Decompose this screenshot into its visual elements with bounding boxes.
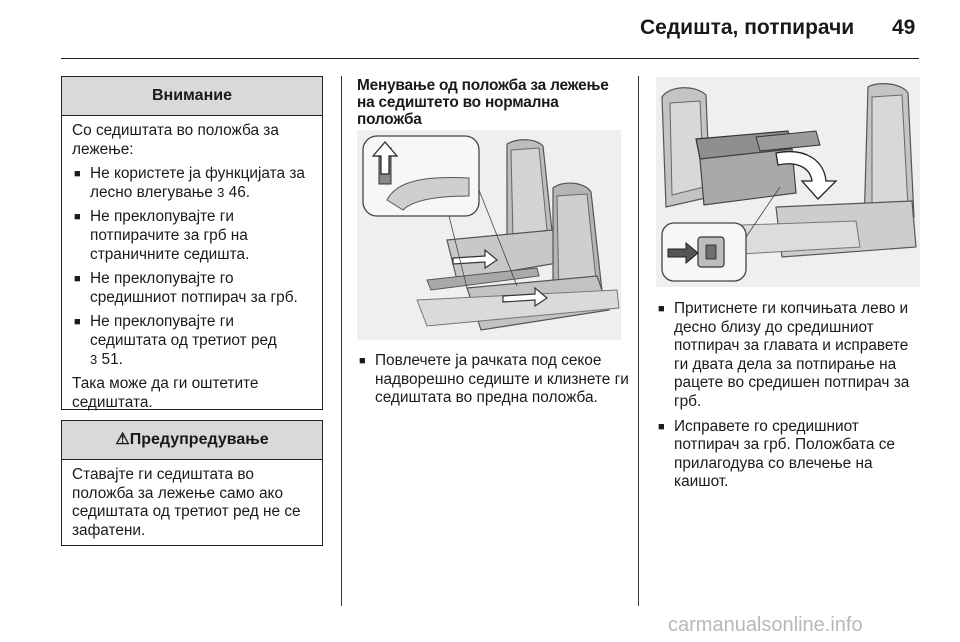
right-column-text [656, 300, 926, 498]
list-item [72, 270, 312, 307]
armrest-drawing [656, 77, 920, 287]
right-instruction-list [656, 300, 926, 492]
page-title: Седишта, потпирачи [640, 16, 855, 39]
warning-body [62, 460, 322, 552]
list-item [72, 165, 312, 202]
seat-slide-illustration [357, 130, 621, 340]
seat-slide-drawing [357, 130, 621, 340]
warning-text: Ставајте ги седиштата во положба за лежење само ако седиштата од третиот ред не се зафатени. [72, 466, 301, 539]
list-item-text: Не преклопувајте ги потпирачите за грб на страничните седишта. [90, 208, 250, 263]
list-item: ■ Повлечете ја рачката под секое надворешно седиште и клизнете ги седиштата во предна положба. [357, 352, 633, 408]
column-divider-left [341, 76, 342, 606]
page-reference-icon: 3 [217, 184, 225, 200]
list-item-text: Не користете ја функцијата за лесно влегување [90, 165, 305, 201]
warning-heading-text: Предупредување [129, 431, 269, 448]
list-item-text: Не преклопувајте ги седиштата од третиот ред [90, 313, 277, 349]
section-heading: Менување од положба за лежење на седиштето во нормална положба [357, 77, 609, 128]
list-item [72, 313, 312, 369]
list-item [72, 208, 312, 264]
list-item: ■ Исправете го средишниот потпирач за грб. Положбата се прилагодува со влечење на каишот. [656, 418, 926, 492]
list-item-text: Не преклопувајте го средишниот потпирач за грб. [90, 270, 298, 306]
warning-box [61, 420, 323, 546]
list-item: ■ Притиснете ги копчињата лево и десно близу до средишниот потпирач за главата и исправете ги двата дела за потпирање на рацете во средишен потпирач за грб. [656, 300, 926, 412]
page-number: 49 [892, 16, 916, 39]
watermark: carmanualsonline.info [668, 614, 863, 636]
caution-intro: Со седиштата во положба за лежење: [72, 122, 279, 158]
warning-triangle-icon: ⚠ [115, 431, 130, 448]
page-reference[interactable]: 51. [101, 350, 123, 368]
header-divider [61, 58, 919, 59]
caution-list [72, 165, 312, 369]
page-reference[interactable]: 46. [228, 183, 251, 201]
page-reference-icon: 3 [90, 351, 98, 367]
caution-heading: Внимание [62, 77, 322, 116]
column-divider-right [638, 76, 639, 606]
armrest-illustration [656, 77, 920, 287]
caution-body [62, 116, 322, 424]
middle-instruction-list [357, 352, 633, 408]
caution-box [61, 76, 323, 410]
caution-outro: Така може да ги оштетите седиштата. [72, 375, 259, 411]
middle-column-text [357, 352, 633, 414]
warning-heading [62, 421, 322, 460]
